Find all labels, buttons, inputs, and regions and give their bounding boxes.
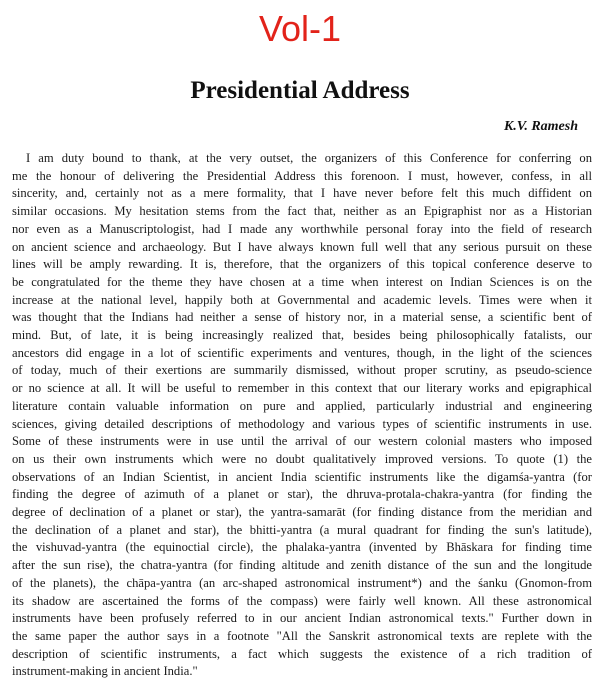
body-line: instrument-making in ancient India." [12, 664, 198, 679]
body-line: sincerity, and, certainly not as a mere formality, that I have never before felt this much diffident on [12, 186, 592, 201]
body-line: ancestors did engage in a lot of scientific experiments and ventures, though, in the light of the sciences [12, 345, 592, 360]
body-line: lines will be amply rewarding. It is, therefore, that the organizers of this topical conference deserve to [12, 257, 592, 272]
body-line: the vishuvad-yantra (the equinoctial circle), the phalaka-yantra (invented by Bhāskara for finding time [12, 540, 592, 555]
volume-label: Vol-1 [258, 8, 342, 49]
body-line: nor even as a Manuscriptologist, had I made any worthwhile personal foray into the field of research [12, 221, 592, 236]
body-line: Some of these instruments were in use until the arrival of our western colonial masters who imposed [12, 434, 592, 449]
body-line: after the sun rise), the chatra-yantra (for finding altitude and zenith distance of the sun and the longitude [12, 558, 592, 573]
body-line: its shadow are ascertained the forms of the compass) were fairly well known. All these astronomical [12, 593, 592, 608]
body-line: be congratulated for the theme they have chosen at a time when interest on Indian Sciences is on the [12, 274, 592, 289]
body-line: the declination of a planet and star), the bhitti-yantra (a mural quadrant for finding the sun's latitude), [12, 522, 592, 537]
body-line: me the honour of delivering the Presidential Address this forenoon. I must, however, confess, in all [12, 168, 592, 183]
body-line: finding the degree of azimuth of a planet or star), the dhruva-protala-chakra-yantra (for finding the [12, 487, 592, 502]
body-line: of today, much of their exertions are summarily dismissed, without proper scrutiny, as pseudo-science [12, 363, 592, 378]
body-line: of the planets), the chāpa-yantra (an arc-shaped astronomical instrument*) and the śanku (Gnomon-from [12, 575, 592, 590]
body-line: increase at the national level, happily both at Governmental and academic levels. Times were when it [12, 292, 592, 307]
body-line: was thought that the Indians had neither a sense of history nor, in a material sense, a scientific bent of [12, 310, 592, 325]
body-line: the same paper the author says in a footnote "All the Sanskrit astronomical texts are replete with the [12, 628, 592, 643]
body-line: instruments have been profusely referred to in our ancient Indian astronomical texts." Further down in [12, 611, 592, 626]
body-line: or no science at all. It will be useful to remember in this context that our literary works and epigraphical [12, 381, 592, 396]
body-line: sciences, giving detailed descriptions of methodology and various types of scientific instruments in use. [12, 416, 592, 431]
body-line: degree of declination of a planet or star), the yantra-samarāt (for finding distance from the meridian and [12, 505, 592, 520]
body-line: observations of an Indian Scientist, in ancient India scientific instruments like the digamśa-yantra (for [12, 469, 592, 484]
body-line: literature contain valuable information on pure and applied, particularly industrial and engineering [12, 398, 592, 413]
body-line: on ancient science and archaeology. But I have always known full well that any serious pursuit on these [12, 239, 592, 254]
article-author: K.V. Ramesh [503, 119, 578, 134]
article-body [12, 150, 592, 681]
body-line: on us their own instruments which were no doubt qualitatively improved versions. To quote (1) the [12, 451, 592, 466]
body-line: description of scientific instruments, a fact which suggests the existence of a rich tradition of [12, 646, 592, 661]
article-title: Presidential Address [190, 77, 410, 104]
body-line: I am duty bound to thank, at the very outset, the organizers of this Conference for conferring on [26, 151, 592, 165]
body-line: mind. But, of late, it is being increasingly realized that, besides being philosophically fatalists, our [12, 328, 592, 343]
body-line: similar occasions. My hesitation stems from the fact that, neither as an Epigraphist nor as a Historian [12, 204, 592, 219]
